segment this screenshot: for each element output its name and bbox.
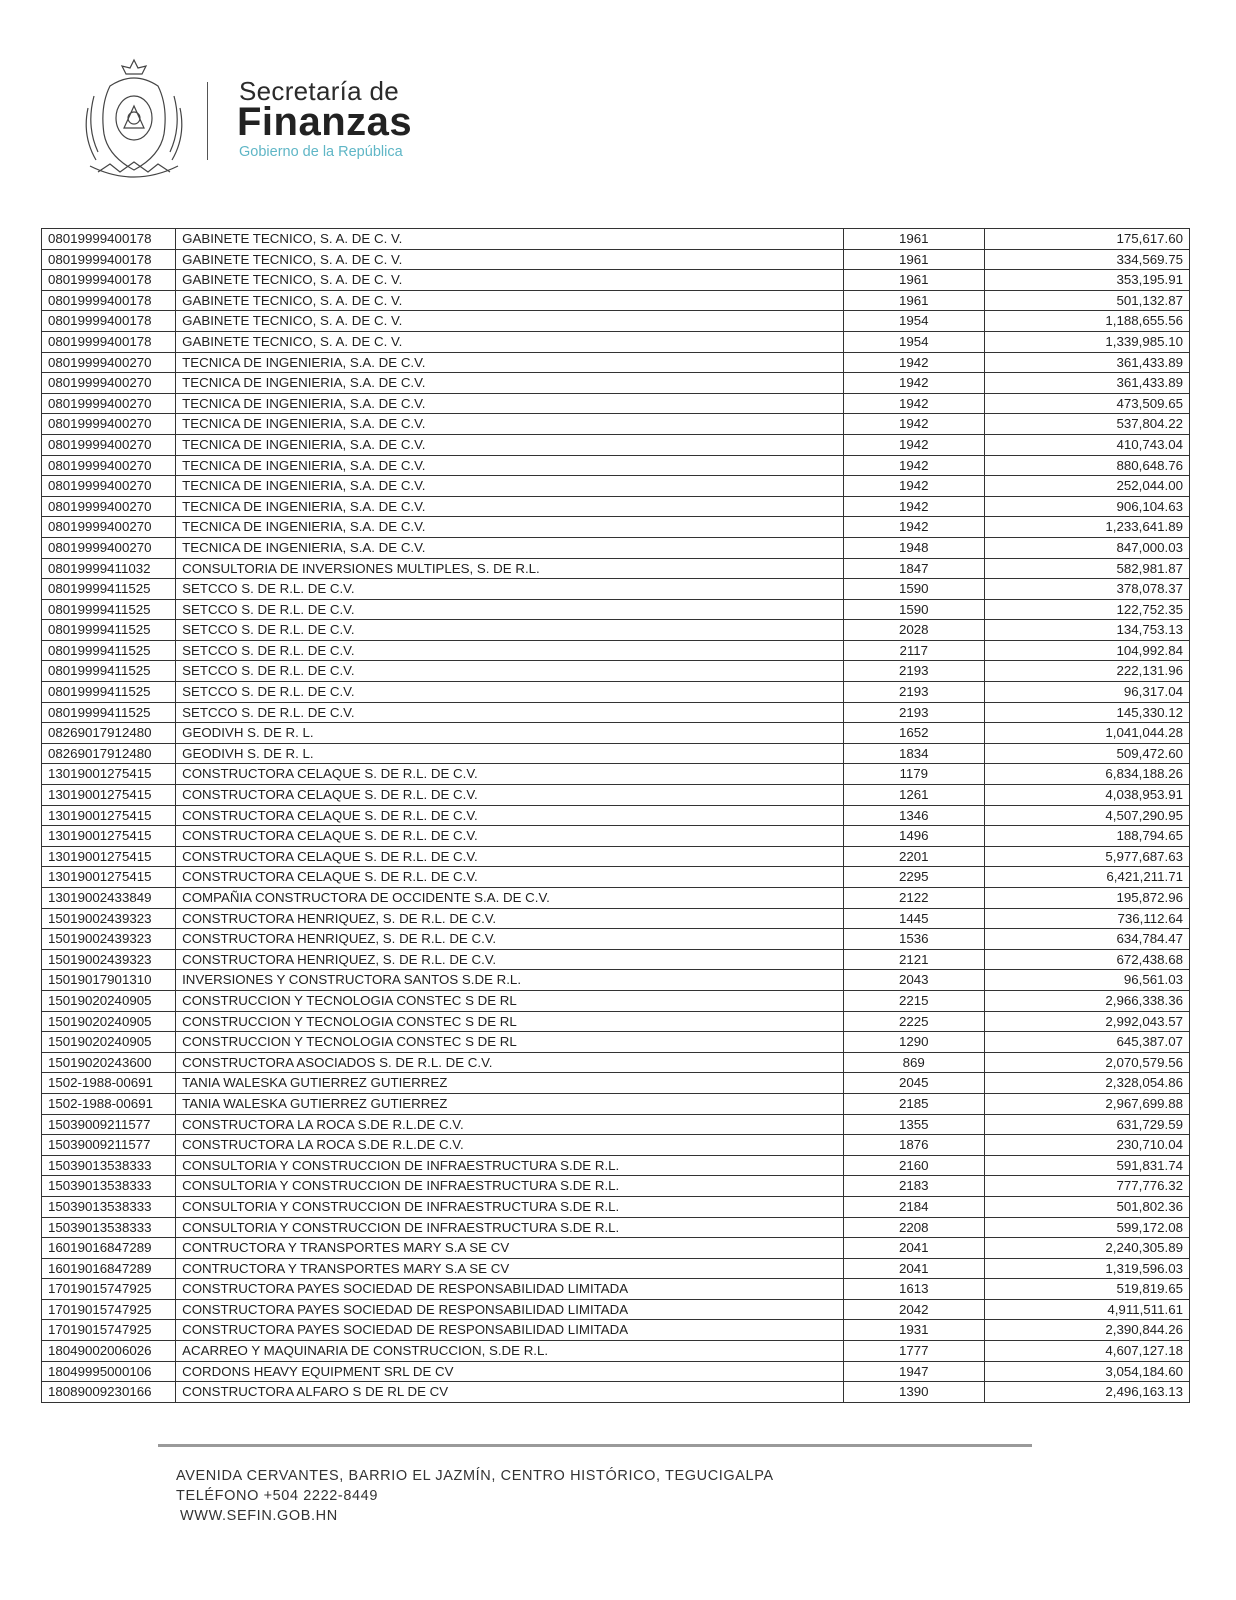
rtn-cell: 08019999411525 — [42, 702, 176, 723]
rtn-cell: 15019020240905 — [42, 1032, 176, 1053]
table-row — [42, 949, 1190, 970]
code-cell: 1961 — [843, 249, 984, 270]
amount-cell: 96,317.04 — [984, 682, 1189, 703]
company-name-cell: CORDONS HEAVY EQUIPMENT SRL DE CV — [176, 1361, 844, 1382]
ministry-title-line1: Secretaría de — [239, 76, 399, 106]
company-name-cell: CONSTRUCTORA CELAQUE S. DE R.L. DE C.V. — [176, 867, 844, 888]
rtn-cell: 08019999411032 — [42, 558, 176, 579]
company-name-cell: TECNICA DE INGENIERIA, S.A. DE C.V. — [176, 434, 844, 455]
contracts-table — [41, 228, 1190, 1403]
code-cell: 1652 — [843, 723, 984, 744]
code-cell: 1777 — [843, 1341, 984, 1362]
amount-cell: 847,000.03 — [984, 537, 1189, 558]
company-name-cell: GABINETE TECNICO, S. A. DE C. V. — [176, 249, 844, 270]
amount-cell: 104,992.84 — [984, 640, 1189, 661]
amount-cell: 2,496,163.13 — [984, 1382, 1189, 1403]
amount-cell: 519,819.65 — [984, 1279, 1189, 1300]
rtn-cell: 17019015747925 — [42, 1279, 176, 1300]
amount-cell: 4,038,953.91 — [984, 785, 1189, 806]
code-cell: 1261 — [843, 785, 984, 806]
code-cell: 2215 — [843, 990, 984, 1011]
table-row — [42, 393, 1190, 414]
code-cell: 2043 — [843, 970, 984, 991]
ministry-subtitle: Gobierno de la República — [239, 144, 403, 160]
code-cell: 1847 — [843, 558, 984, 579]
amount-cell: 4,507,290.95 — [984, 805, 1189, 826]
amount-cell: 230,710.04 — [984, 1135, 1189, 1156]
table-row — [42, 1135, 1190, 1156]
amount-cell: 2,966,338.36 — [984, 990, 1189, 1011]
code-cell: 1445 — [843, 908, 984, 929]
company-name-cell: CONSTRUCTORA PAYES SOCIEDAD DE RESPONSABILIDAD LIMITADA — [176, 1279, 844, 1300]
rtn-cell: 1502-1988-00691 — [42, 1073, 176, 1094]
code-cell: 2045 — [843, 1073, 984, 1094]
amount-cell: 195,872.96 — [984, 888, 1189, 909]
rtn-cell: 08019999400178 — [42, 311, 176, 332]
rtn-cell: 08019999400178 — [42, 290, 176, 311]
code-cell: 1390 — [843, 1382, 984, 1403]
amount-cell: 509,472.60 — [984, 743, 1189, 764]
table-row — [42, 476, 1190, 497]
rtn-cell: 08019999400270 — [42, 373, 176, 394]
code-cell: 2193 — [843, 702, 984, 723]
table-row — [42, 1299, 1190, 1320]
company-name-cell: TANIA WALESKA GUTIERREZ GUTIERREZ — [176, 1093, 844, 1114]
amount-cell: 188,794.65 — [984, 826, 1189, 847]
company-name-cell: CONSTRUCTORA HENRIQUEZ, S. DE R.L. DE C.V. — [176, 929, 844, 950]
code-cell: 1948 — [843, 537, 984, 558]
code-cell: 1942 — [843, 434, 984, 455]
code-cell: 1942 — [843, 496, 984, 517]
table-row — [42, 1032, 1190, 1053]
company-name-cell: GABINETE TECNICO, S. A. DE C. V. — [176, 290, 844, 311]
rtn-cell: 13019001275415 — [42, 785, 176, 806]
code-cell: 1590 — [843, 599, 984, 620]
rtn-cell: 15019002439323 — [42, 908, 176, 929]
code-cell: 1954 — [843, 311, 984, 332]
company-name-cell: CONSTRUCTORA CELAQUE S. DE R.L. DE C.V. — [176, 826, 844, 847]
amount-cell: 134,753.13 — [984, 620, 1189, 641]
company-name-cell: TECNICA DE INGENIERIA, S.A. DE C.V. — [176, 352, 844, 373]
table-row — [42, 496, 1190, 517]
rtn-cell: 08019999400270 — [42, 517, 176, 538]
company-name-cell: CONSULTORIA Y CONSTRUCCION DE INFRAESTRUCTURA S.DE R.L. — [176, 1217, 844, 1238]
amount-cell: 5,977,687.63 — [984, 846, 1189, 867]
rtn-cell: 17019015747925 — [42, 1320, 176, 1341]
table-row — [42, 620, 1190, 641]
company-name-cell: TECNICA DE INGENIERIA, S.A. DE C.V. — [176, 373, 844, 394]
table-row — [42, 867, 1190, 888]
rtn-cell: 08019999411525 — [42, 579, 176, 600]
rtn-cell: 08019999400270 — [42, 352, 176, 373]
table-row — [42, 558, 1190, 579]
code-cell: 1876 — [843, 1135, 984, 1156]
company-name-cell: COMPAÑIA CONSTRUCTORA DE OCCIDENTE S.A. DE C.V. — [176, 888, 844, 909]
amount-cell: 906,104.63 — [984, 496, 1189, 517]
amount-cell: 3,054,184.60 — [984, 1361, 1189, 1382]
company-name-cell: CONSTRUCTORA HENRIQUEZ, S. DE R.L. DE C.V. — [176, 949, 844, 970]
code-cell: 1179 — [843, 764, 984, 785]
rtn-cell: 08019999400270 — [42, 496, 176, 517]
table-row — [42, 929, 1190, 950]
amount-cell: 501,802.36 — [984, 1196, 1189, 1217]
table-row — [42, 1176, 1190, 1197]
company-name-cell: CONSTRUCCION Y TECNOLOGIA CONSTEC S DE RL — [176, 1011, 844, 1032]
table-row — [42, 1320, 1190, 1341]
code-cell: 2041 — [843, 1258, 984, 1279]
company-name-cell: CONSTRUCTORA PAYES SOCIEDAD DE RESPONSABILIDAD LIMITADA — [176, 1320, 844, 1341]
table-row — [42, 1073, 1190, 1094]
table-row — [42, 537, 1190, 558]
rtn-cell: 16019016847289 — [42, 1238, 176, 1259]
amount-cell: 410,743.04 — [984, 434, 1189, 455]
table-row — [42, 352, 1190, 373]
amount-cell: 2,070,579.56 — [984, 1052, 1189, 1073]
rtn-cell: 08019999411525 — [42, 682, 176, 703]
amount-cell: 2,328,054.86 — [984, 1073, 1189, 1094]
company-name-cell: CONSTRUCTORA LA ROCA S.DE R.L.DE C.V. — [176, 1114, 844, 1135]
table-row — [42, 723, 1190, 744]
rtn-cell: 08269017912480 — [42, 743, 176, 764]
amount-cell: 6,834,188.26 — [984, 764, 1189, 785]
table-row — [42, 229, 1190, 250]
company-name-cell: SETCCO S. DE R.L. DE C.V. — [176, 599, 844, 620]
rtn-cell: 08019999400270 — [42, 393, 176, 414]
company-name-cell: TECNICA DE INGENIERIA, S.A. DE C.V. — [176, 414, 844, 435]
rtn-cell: 08019999411525 — [42, 620, 176, 641]
company-name-cell: CONSULTORIA Y CONSTRUCCION DE INFRAESTRUCTURA S.DE R.L. — [176, 1155, 844, 1176]
code-cell: 1942 — [843, 414, 984, 435]
table-row — [42, 743, 1190, 764]
company-name-cell: CONTRUCTORA Y TRANSPORTES MARY S.A SE CV — [176, 1258, 844, 1279]
amount-cell: 2,992,043.57 — [984, 1011, 1189, 1032]
company-name-cell: CONSTRUCTORA CELAQUE S. DE R.L. DE C.V. — [176, 846, 844, 867]
table-row — [42, 1093, 1190, 1114]
coat-of-arms-icon — [80, 56, 188, 184]
rtn-cell: 13019002433849 — [42, 888, 176, 909]
company-name-cell: GABINETE TECNICO, S. A. DE C. V. — [176, 331, 844, 352]
code-cell: 1942 — [843, 352, 984, 373]
table-row — [42, 331, 1190, 352]
table-row — [42, 785, 1190, 806]
company-name-cell: SETCCO S. DE R.L. DE C.V. — [176, 702, 844, 723]
footer-divider — [158, 1444, 1032, 1447]
table-row — [42, 599, 1190, 620]
rtn-cell: 15039009211577 — [42, 1135, 176, 1156]
code-cell: 1942 — [843, 455, 984, 476]
amount-cell: 2,240,305.89 — [984, 1238, 1189, 1259]
table-row — [42, 517, 1190, 538]
table-row — [42, 846, 1190, 867]
rtn-cell: 15019020240905 — [42, 1011, 176, 1032]
code-cell: 1931 — [843, 1320, 984, 1341]
table-row — [42, 270, 1190, 291]
amount-cell: 880,648.76 — [984, 455, 1189, 476]
rtn-cell: 08019999400178 — [42, 331, 176, 352]
amount-cell: 672,438.68 — [984, 949, 1189, 970]
rtn-cell: 08019999400270 — [42, 414, 176, 435]
code-cell: 1496 — [843, 826, 984, 847]
footer-phone: TELÉFONO +504 2222-8449 — [176, 1488, 379, 1504]
company-name-cell: CONSULTORIA Y CONSTRUCCION DE INFRAESTRUCTURA S.DE R.L. — [176, 1196, 844, 1217]
amount-cell: 361,433.89 — [984, 373, 1189, 394]
table-row — [42, 1258, 1190, 1279]
table-row — [42, 373, 1190, 394]
amount-cell: 1,188,655.56 — [984, 311, 1189, 332]
code-cell: 2225 — [843, 1011, 984, 1032]
rtn-cell: 13019001275415 — [42, 826, 176, 847]
rtn-cell: 1502-1988-00691 — [42, 1093, 176, 1114]
company-name-cell: SETCCO S. DE R.L. DE C.V. — [176, 640, 844, 661]
code-cell: 1834 — [843, 743, 984, 764]
amount-cell: 122,752.35 — [984, 599, 1189, 620]
table-row — [42, 1341, 1190, 1362]
code-cell: 869 — [843, 1052, 984, 1073]
rtn-cell: 15039013538333 — [42, 1176, 176, 1197]
code-cell: 2183 — [843, 1176, 984, 1197]
code-cell: 2041 — [843, 1238, 984, 1259]
table-row — [42, 888, 1190, 909]
footer-address: AVENIDA CERVANTES, BARRIO EL JAZMÍN, CENTRO HISTÓRICO, TEGUCIGALPA — [176, 1468, 774, 1484]
rtn-cell: 15019020240905 — [42, 990, 176, 1011]
code-cell: 1954 — [843, 331, 984, 352]
rtn-cell: 08019999400270 — [42, 455, 176, 476]
rtn-cell: 13019001275415 — [42, 764, 176, 785]
table-row — [42, 1279, 1190, 1300]
table-row — [42, 1011, 1190, 1032]
table-row — [42, 249, 1190, 270]
amount-cell: 6,421,211.71 — [984, 867, 1189, 888]
company-name-cell: TECNICA DE INGENIERIA, S.A. DE C.V. — [176, 476, 844, 497]
table-row — [42, 1196, 1190, 1217]
company-name-cell: CONSTRUCTORA HENRIQUEZ, S. DE R.L. DE C.V. — [176, 908, 844, 929]
rtn-cell: 08019999400270 — [42, 476, 176, 497]
rtn-cell: 17019015747925 — [42, 1299, 176, 1320]
amount-cell: 501,132.87 — [984, 290, 1189, 311]
rtn-cell: 08019999400270 — [42, 537, 176, 558]
rtn-cell: 08269017912480 — [42, 723, 176, 744]
table-row — [42, 455, 1190, 476]
company-name-cell: CONSTRUCTORA LA ROCA S.DE R.L.DE C.V. — [176, 1135, 844, 1156]
amount-cell: 353,195.91 — [984, 270, 1189, 291]
code-cell: 2295 — [843, 867, 984, 888]
company-name-cell: GABINETE TECNICO, S. A. DE C. V. — [176, 229, 844, 250]
company-name-cell: CONSULTORIA Y CONSTRUCCION DE INFRAESTRUCTURA S.DE R.L. — [176, 1176, 844, 1197]
company-name-cell: CONSTRUCCION Y TECNOLOGIA CONSTEC S DE RL — [176, 990, 844, 1011]
company-name-cell: GABINETE TECNICO, S. A. DE C. V. — [176, 311, 844, 332]
rtn-cell: 15039013538333 — [42, 1155, 176, 1176]
ministry-title-line2: Finanzas — [237, 100, 413, 144]
code-cell: 1942 — [843, 517, 984, 538]
amount-cell: 2,390,844.26 — [984, 1320, 1189, 1341]
rtn-cell: 15019002439323 — [42, 949, 176, 970]
table-row — [42, 579, 1190, 600]
company-name-cell: ACARREO Y MAQUINARIA DE CONSTRUCCION, S.DE R.L. — [176, 1341, 844, 1362]
code-cell: 1961 — [843, 270, 984, 291]
amount-cell: 145,330.12 — [984, 702, 1189, 723]
code-cell: 1590 — [843, 579, 984, 600]
rtn-cell: 08019999400178 — [42, 249, 176, 270]
amount-cell: 582,981.87 — [984, 558, 1189, 579]
table-row — [42, 805, 1190, 826]
company-name-cell: TECNICA DE INGENIERIA, S.A. DE C.V. — [176, 393, 844, 414]
amount-cell: 473,509.65 — [984, 393, 1189, 414]
amount-cell: 645,387.07 — [984, 1032, 1189, 1053]
code-cell: 1290 — [843, 1032, 984, 1053]
amount-cell: 1,319,596.03 — [984, 1258, 1189, 1279]
rtn-cell: 18049002006026 — [42, 1341, 176, 1362]
rtn-cell: 15039013538333 — [42, 1196, 176, 1217]
amount-cell: 631,729.59 — [984, 1114, 1189, 1135]
rtn-cell: 13019001275415 — [42, 805, 176, 826]
company-name-cell: CONSTRUCTORA ALFARO S DE RL DE CV — [176, 1382, 844, 1403]
table-row — [42, 990, 1190, 1011]
table-row — [42, 290, 1190, 311]
header-divider — [207, 82, 208, 160]
table-row — [42, 970, 1190, 991]
table-row — [42, 702, 1190, 723]
table-row — [42, 434, 1190, 455]
code-cell: 1942 — [843, 373, 984, 394]
company-name-cell: CONSULTORIA DE INVERSIONES MULTIPLES, S. DE R.L. — [176, 558, 844, 579]
table-row — [42, 682, 1190, 703]
table-row — [42, 414, 1190, 435]
company-name-cell: INVERSIONES Y CONSTRUCTORA SANTOS S.DE R.L. — [176, 970, 844, 991]
amount-cell: 252,044.00 — [984, 476, 1189, 497]
company-name-cell: SETCCO S. DE R.L. DE C.V. — [176, 620, 844, 641]
code-cell: 2160 — [843, 1155, 984, 1176]
amount-cell: 96,561.03 — [984, 970, 1189, 991]
table-row — [42, 764, 1190, 785]
company-name-cell: TECNICA DE INGENIERIA, S.A. DE C.V. — [176, 455, 844, 476]
rtn-cell: 08019999400178 — [42, 229, 176, 250]
code-cell: 1536 — [843, 929, 984, 950]
company-name-cell: CONSTRUCTORA CELAQUE S. DE R.L. DE C.V. — [176, 785, 844, 806]
code-cell: 1961 — [843, 229, 984, 250]
amount-cell: 1,339,985.10 — [984, 331, 1189, 352]
code-cell: 2193 — [843, 661, 984, 682]
contracts-table-body — [42, 229, 1190, 1403]
amount-cell: 175,617.60 — [984, 229, 1189, 250]
amount-cell: 537,804.22 — [984, 414, 1189, 435]
company-name-cell: CONTRUCTORA Y TRANSPORTES MARY S.A SE CV — [176, 1238, 844, 1259]
rtn-cell: 15019020243600 — [42, 1052, 176, 1073]
amount-cell: 1,041,044.28 — [984, 723, 1189, 744]
amount-cell: 591,831.74 — [984, 1155, 1189, 1176]
header — [80, 56, 500, 186]
rtn-cell: 15039009211577 — [42, 1114, 176, 1135]
amount-cell: 736,112.64 — [984, 908, 1189, 929]
rtn-cell: 13019001275415 — [42, 846, 176, 867]
rtn-cell: 15019002439323 — [42, 929, 176, 950]
company-name-cell: GEODIVH S. DE R. L. — [176, 743, 844, 764]
code-cell: 2208 — [843, 1217, 984, 1238]
table-row — [42, 1382, 1190, 1403]
amount-cell: 2,967,699.88 — [984, 1093, 1189, 1114]
amount-cell: 599,172.08 — [984, 1217, 1189, 1238]
table-row — [42, 1052, 1190, 1073]
footer — [176, 1466, 774, 1526]
rtn-cell: 18049995000106 — [42, 1361, 176, 1382]
table-row — [42, 1114, 1190, 1135]
code-cell: 1942 — [843, 476, 984, 497]
code-cell: 2122 — [843, 888, 984, 909]
table-row — [42, 1155, 1190, 1176]
code-cell: 2028 — [843, 620, 984, 641]
rtn-cell: 08019999400270 — [42, 434, 176, 455]
amount-cell: 222,131.96 — [984, 661, 1189, 682]
rtn-cell: 13019001275415 — [42, 867, 176, 888]
amount-cell: 4,607,127.18 — [984, 1341, 1189, 1362]
table-row — [42, 640, 1190, 661]
rtn-cell: 08019999411525 — [42, 661, 176, 682]
rtn-cell: 08019999400178 — [42, 270, 176, 291]
rtn-cell: 08019999411525 — [42, 640, 176, 661]
rtn-cell: 08019999411525 — [42, 599, 176, 620]
code-cell: 1613 — [843, 1279, 984, 1300]
table-row — [42, 661, 1190, 682]
table-row — [42, 311, 1190, 332]
table-row — [42, 1238, 1190, 1259]
amount-cell: 4,911,511.61 — [984, 1299, 1189, 1320]
code-cell: 2042 — [843, 1299, 984, 1320]
company-name-cell: CONSTRUCCION Y TECNOLOGIA CONSTEC S DE RL — [176, 1032, 844, 1053]
rtn-cell: 15019017901310 — [42, 970, 176, 991]
table-row — [42, 908, 1190, 929]
code-cell: 2193 — [843, 682, 984, 703]
footer-website: WWW.SEFIN.GOB.HN — [180, 1508, 338, 1524]
rtn-cell: 16019016847289 — [42, 1258, 176, 1279]
amount-cell: 777,776.32 — [984, 1176, 1189, 1197]
company-name-cell: GABINETE TECNICO, S. A. DE C. V. — [176, 270, 844, 291]
rtn-cell: 15039013538333 — [42, 1217, 176, 1238]
amount-cell: 1,233,641.89 — [984, 517, 1189, 538]
company-name-cell: CONSTRUCTORA ASOCIADOS S. DE R.L. DE C.V. — [176, 1052, 844, 1073]
company-name-cell: SETCCO S. DE R.L. DE C.V. — [176, 661, 844, 682]
code-cell: 2184 — [843, 1196, 984, 1217]
table-row — [42, 1217, 1190, 1238]
company-name-cell: SETCCO S. DE R.L. DE C.V. — [176, 682, 844, 703]
code-cell: 1961 — [843, 290, 984, 311]
amount-cell: 378,078.37 — [984, 579, 1189, 600]
company-name-cell: TECNICA DE INGENIERIA, S.A. DE C.V. — [176, 537, 844, 558]
code-cell: 1346 — [843, 805, 984, 826]
company-name-cell: TECNICA DE INGENIERIA, S.A. DE C.V. — [176, 496, 844, 517]
code-cell: 2185 — [843, 1093, 984, 1114]
code-cell: 1942 — [843, 393, 984, 414]
amount-cell: 334,569.75 — [984, 249, 1189, 270]
company-name-cell: CONSTRUCTORA CELAQUE S. DE R.L. DE C.V. — [176, 764, 844, 785]
code-cell: 1355 — [843, 1114, 984, 1135]
company-name-cell: SETCCO S. DE R.L. DE C.V. — [176, 579, 844, 600]
company-name-cell: CONSTRUCTORA PAYES SOCIEDAD DE RESPONSABILIDAD LIMITADA — [176, 1299, 844, 1320]
table-row — [42, 826, 1190, 847]
company-name-cell: TANIA WALESKA GUTIERREZ GUTIERREZ — [176, 1073, 844, 1094]
code-cell: 2121 — [843, 949, 984, 970]
code-cell: 2117 — [843, 640, 984, 661]
amount-cell: 634,784.47 — [984, 929, 1189, 950]
table-row — [42, 1361, 1190, 1382]
code-cell: 2201 — [843, 846, 984, 867]
company-name-cell: CONSTRUCTORA CELAQUE S. DE R.L. DE C.V. — [176, 805, 844, 826]
code-cell: 1947 — [843, 1361, 984, 1382]
company-name-cell: TECNICA DE INGENIERIA, S.A. DE C.V. — [176, 517, 844, 538]
company-name-cell: GEODIVH S. DE R. L. — [176, 723, 844, 744]
rtn-cell: 18089009230166 — [42, 1382, 176, 1403]
amount-cell: 361,433.89 — [984, 352, 1189, 373]
